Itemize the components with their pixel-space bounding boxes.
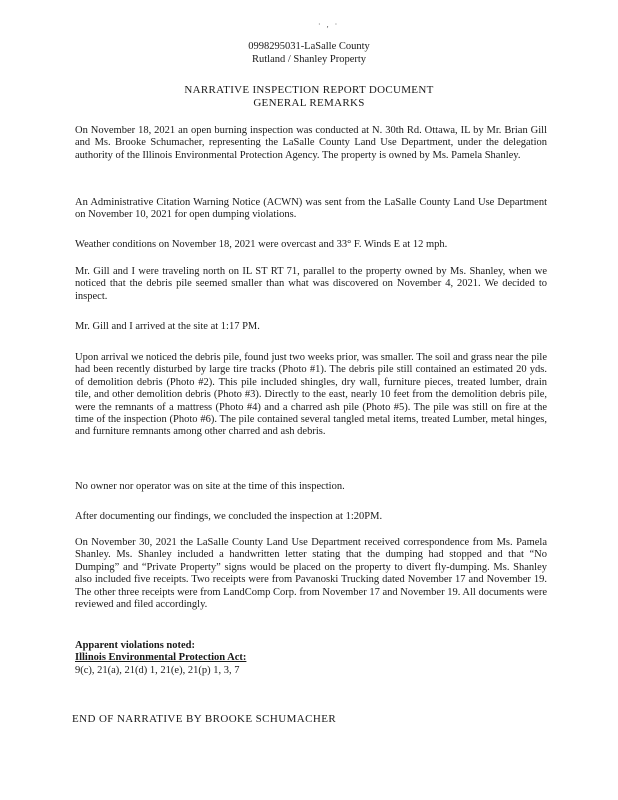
paragraph-no-owner: [75, 481, 547, 493]
paragraph-text: Weather conditions on November 18, 2021 were overcast and 33° F. Winds E at 12 mph.: [75, 239, 448, 250]
paragraph-observations: [75, 352, 547, 439]
paragraph-concluded: [75, 511, 547, 523]
paragraph-travel: [75, 266, 547, 303]
report-subtitle: GENERAL REMARKS: [253, 97, 365, 109]
paragraph-inspection-intro: [75, 125, 547, 162]
report-title: NARRATIVE INSPECTION REPORT DOCUMENT: [184, 84, 434, 96]
paragraph-text: After documenting our findings, we concluded the inspection at 1:20PM.: [75, 511, 383, 522]
scan-speck: · , ·: [318, 20, 340, 29]
header-property: Rutland / Shanley Property: [251, 54, 367, 65]
paragraph-text: Mr. Gill and I were traveling north on IL ST RT 71, parallel to the property owned by Ms. Shanley, when we noticed that the debris pile seemed smaller than what was discovered on November 4, 2021. We decided to inspect.: [75, 266, 547, 302]
paragraph-acwn: [75, 197, 547, 222]
violations-sections: 9(c), 21(a), 21(d) 1, 21(e), 21(p) 1, 3, 7: [75, 664, 240, 676]
paragraph-text: On November 30, 2021 the LaSalle County Land Use Department received correspondence from Ms. Pamela Shanley. Ms. Shanley included a handwritten letter stating that the dumping had stopped and that “No Dumping” and “Private Property” signs would be placed on the property to divert fly-dumping. Ms. Shanley also included five receipts. Two receipts were from Pavanoski Trucking dated November 17 and November 19. The other three receipts were from LandComp Corp. from November 17 and November 19. All documents were reviewed and filed accordingly.: [75, 537, 547, 611]
narrative-footer: END OF NARRATIVE BY BROOKE SCHUMACHER: [72, 713, 337, 725]
paragraph-text: No owner nor operator was on site at the time of this inspection.: [75, 481, 345, 492]
paragraph-arrival: [75, 321, 547, 333]
paragraph-text: Mr. Gill and I arrived at the site at 1:17 PM.: [75, 321, 260, 332]
violations-act: Illinois Environmental Protection Act:: [75, 652, 247, 664]
violations-section: [75, 640, 547, 677]
paragraph-text: Upon arrival we noticed the debris pile, found just two weeks prior, was smaller. The soil and grass near the pile had been recently disturbed by large tire tracks (Photo #1). The debris pile still contained an estimated 20 yds. of demolition debris (Photo #2). This pile included shingles, dry wall, furniture pieces, treated lumber, drain tile, and other demolition debris (Photo #3). Directly to the east, nearly 10 feet from the demolition debris pile, were the remnants of a mattress (Photo #4) and a charred ash pile (Photo #5). The pile was still on fire at the time of the inspection (Photo #6). The pile contained several tangled metal items, treated Lumber, metal hinges, and furniture remnants among other charred and ash debris.: [75, 352, 547, 438]
paragraph-text: On November 18, 2021 an open burning inspection was conducted at N. 30th Rd. Ottawa, IL by Mr. Brian Gill and Ms. Brooke Schumacher, representing the LaSalle County Land Use Department, under the delegation authority of the Illinois Environmental Protection Agency. The property is owned by Ms. Pamela Shanley.: [75, 125, 547, 161]
paragraph-weather: [75, 239, 547, 251]
violations-heading: Apparent violations noted:: [75, 640, 195, 651]
paragraph-correspondence: [75, 537, 547, 611]
paragraph-text: An Administrative Citation Warning Notice (ACWN) was sent from the LaSalle County Land Use Department on November 10, 2021 for open dumping violations.: [75, 197, 547, 221]
header-case-number: 0998295031-LaSalle County: [248, 41, 370, 52]
